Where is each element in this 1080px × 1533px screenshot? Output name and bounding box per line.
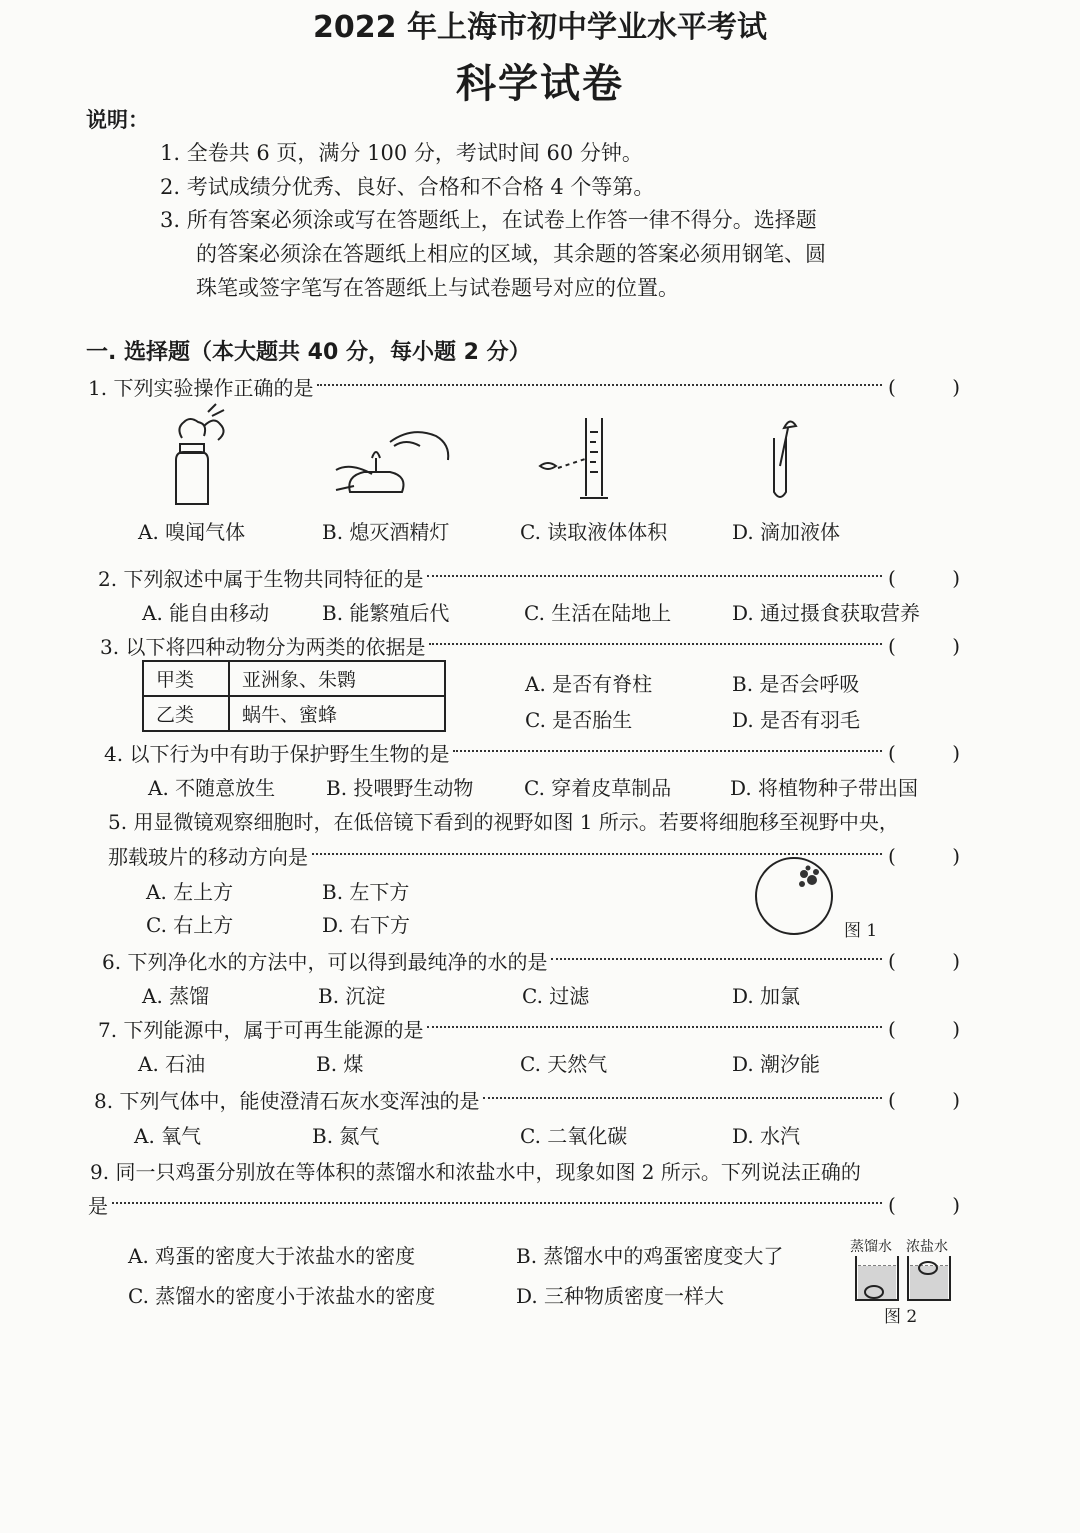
q3-option-c: C. 是否胎生 — [525, 708, 633, 732]
answer-bracket: ( ) — [888, 633, 960, 658]
question-2 — [98, 563, 960, 592]
question-4 — [104, 738, 960, 767]
beaker-label-distilled: 蒸馏水 — [850, 1239, 892, 1255]
question-1 — [88, 372, 960, 401]
q5-option-d: D. 右下方 — [322, 913, 411, 937]
question-text: 1. 下列实验操作正确的是 — [88, 376, 314, 400]
q2-option-a: A. 能自由移动 — [142, 601, 270, 625]
leader-dots — [551, 957, 882, 960]
leader-dots — [427, 1025, 882, 1028]
note-item: 1. 全卷共 6 页，满分 100 分，考试时间 60 分钟。 — [160, 141, 643, 165]
note-item: 2. 考试成绩分优秀、良好、合格和不合格 4 个等第。 — [160, 175, 655, 199]
q9-option-c: C. 蒸馏水的密度小于浓盐水的密度 — [128, 1284, 436, 1308]
question-5-text: 5. 用显微镜观察细胞时，在低倍镜下看到的视野如图 1 所示。若要将细胞移至视野中央， — [108, 810, 899, 834]
q5-option-c: C. 右上方 — [146, 913, 234, 937]
q8-option-d: D. 水汽 — [732, 1124, 801, 1148]
table-cell: 甲类 — [143, 661, 229, 696]
classification-table — [142, 660, 446, 732]
answer-bracket: ( ) — [888, 740, 960, 765]
q7-option-a: A. 石油 — [138, 1052, 206, 1076]
section-title: 一. 选择题（本大题共 40 分，每小题 2 分） — [86, 340, 531, 365]
q8-option-a: A. 氧气 — [134, 1124, 202, 1148]
graduated-cylinder-icon — [540, 418, 608, 498]
q5-option-b: B. 左下方 — [322, 880, 410, 904]
q4-option-a: A. 不随意放生 — [148, 776, 276, 800]
q1-option-a: A. 嗅闻气体 — [138, 520, 246, 544]
table-cell: 蜗牛、蜜蜂 — [229, 696, 445, 731]
answer-bracket: ( ) — [888, 565, 960, 590]
leader-dots — [312, 852, 882, 855]
q6-option-a: A. 蒸馏 — [142, 984, 210, 1008]
answer-bracket: ( ) — [888, 948, 960, 973]
q7-option-c: C. 天然气 — [520, 1052, 608, 1076]
table-cell: 亚洲象、朱鹮 — [229, 661, 445, 696]
question-3 — [100, 631, 960, 660]
leader-dots — [427, 574, 882, 577]
answer-bracket: ( ) — [888, 1192, 960, 1217]
question-text: 7. 下列能源中，属于可再生能源的是 — [98, 1018, 424, 1042]
leader-dots — [453, 749, 882, 752]
q9-option-a: A. 鸡蛋的密度大于浓盐水的密度 — [128, 1244, 416, 1268]
figure-2-caption: 图 2 — [884, 1307, 918, 1327]
leader-dots — [483, 1096, 882, 1099]
q8-option-c: C. 二氧化碳 — [520, 1124, 628, 1148]
question-text: 是 — [88, 1194, 108, 1218]
q4-option-d: D. 将植物种子带出国 — [730, 776, 919, 800]
answer-bracket: ( ) — [888, 374, 960, 399]
exam-title: 2022 年上海市初中学业水平考试 — [313, 10, 767, 45]
q1-option-c: C. 读取液体体积 — [520, 520, 668, 544]
question-text: 8. 下列气体中，能使澄清石灰水变浑浊的是 — [94, 1089, 480, 1113]
q2-option-c: C. 生活在陆地上 — [524, 601, 672, 625]
q5-option-a: A. 左上方 — [146, 880, 234, 904]
leader-dots — [317, 383, 882, 386]
question-text: 2. 下列叙述中属于生物共同特征的是 — [98, 567, 424, 591]
q7-option-b: B. 煤 — [316, 1052, 364, 1076]
question-7 — [98, 1014, 960, 1043]
q1-option-b: B. 熄灭酒精灯 — [322, 520, 450, 544]
q9-option-b: B. 蒸馏水中的鸡蛋密度变大了 — [516, 1244, 784, 1268]
figure-1-caption: 图 1 — [844, 921, 878, 941]
question-6 — [102, 946, 960, 975]
note-item: 的答案必须涂在答题纸上相应的区域，其余题的答案必须用钢笔、圆 — [196, 242, 826, 266]
beaker-label-brine: 浓盐水 — [906, 1239, 948, 1255]
beakers-figure — [852, 1254, 956, 1304]
notes-label: 说明： — [86, 108, 149, 132]
microscope-field-figure — [752, 856, 842, 940]
answer-bracket: ( ) — [888, 1016, 960, 1041]
q4-option-c: C. 穿着皮草制品 — [524, 776, 672, 800]
q7-option-d: D. 潮汐能 — [732, 1052, 821, 1076]
q6-option-d: D. 加氯 — [732, 984, 801, 1008]
answer-bracket: ( ) — [888, 843, 960, 868]
question-text: 6. 下列净化水的方法中，可以得到最纯净的水的是 — [102, 950, 548, 974]
note-item: 珠笔或签字笔写在答题纸上与试卷题号对应的位置。 — [196, 276, 679, 300]
note-item: 3. 所有答案必须涂或写在答题纸上，在试卷上作答一律不得分。选择题 — [160, 208, 817, 232]
q3-option-d: D. 是否有羽毛 — [732, 708, 861, 732]
q3-option-a: A. 是否有脊柱 — [525, 672, 653, 696]
leader-dots — [112, 1201, 882, 1204]
question-9 — [88, 1190, 960, 1219]
answer-bracket: ( ) — [888, 1087, 960, 1112]
dropper-icon — [774, 421, 796, 497]
q2-option-b: B. 能繁殖后代 — [322, 601, 450, 625]
q9-option-d: D. 三种物质密度一样大 — [516, 1284, 725, 1308]
table-row — [143, 696, 445, 731]
q6-option-b: B. 沉淀 — [318, 984, 386, 1008]
paper-title: 科学试卷 — [456, 61, 624, 107]
question-text: 那载玻片的移动方向是 — [108, 845, 308, 869]
question-text: 4. 以下行为中有助于保护野生生物的是 — [104, 742, 450, 766]
table-cell: 乙类 — [143, 696, 229, 731]
q1-illustrations — [150, 402, 950, 512]
q1-option-d: D. 滴加液体 — [732, 520, 841, 544]
alcohol-lamp-icon — [336, 432, 448, 492]
gas-jar-icon — [176, 404, 224, 504]
question-8 — [94, 1085, 960, 1114]
leader-dots — [429, 642, 882, 645]
question-text: 3. 以下将四种动物分为两类的依据是 — [100, 635, 426, 659]
question-9-text: 9. 同一只鸡蛋分别放在等体积的蒸馏水和浓盐水中，现象如图 2 所示。下列说法正确的 — [90, 1160, 861, 1184]
q3-option-b: B. 是否会呼吸 — [732, 672, 860, 696]
q2-option-d: D. 通过摄食获取营养 — [732, 601, 921, 625]
q6-option-c: C. 过滤 — [522, 984, 590, 1008]
q8-option-b: B. 氮气 — [312, 1124, 380, 1148]
table-row — [143, 661, 445, 696]
q4-option-b: B. 投喂野生动物 — [326, 776, 474, 800]
